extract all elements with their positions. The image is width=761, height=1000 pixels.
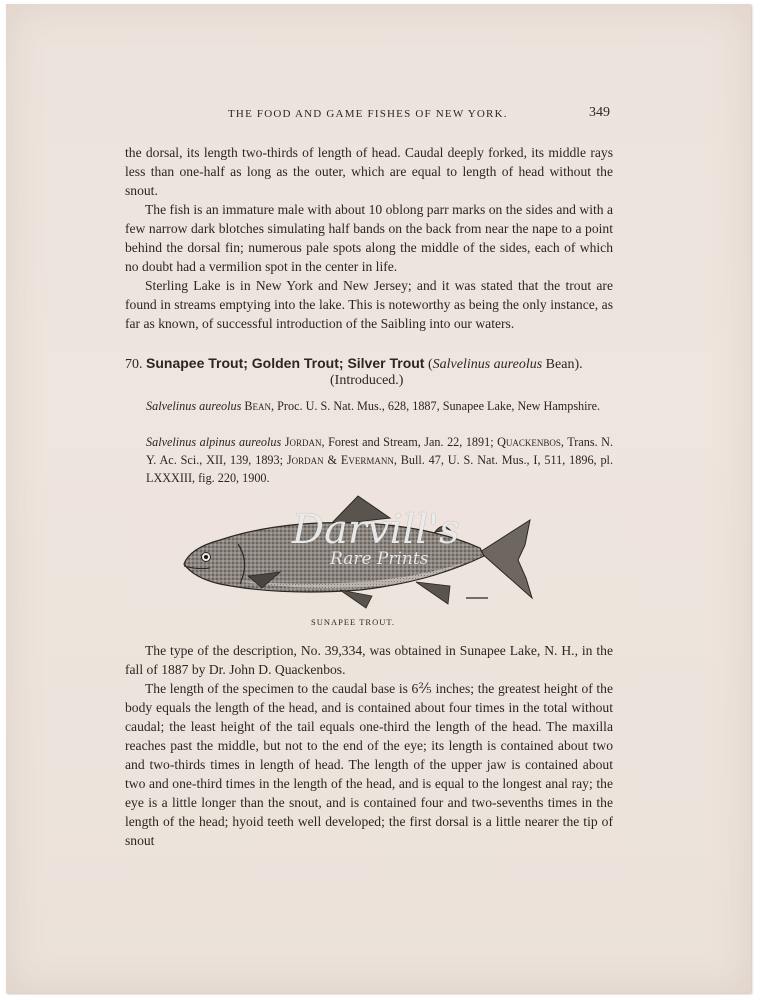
synonym-name: Salvelinus alpinus aureolus <box>146 435 282 449</box>
synonym-citation: , Proc. U. S. Nat. Mus., 628, 1887, Sunapee Lake, New Hampshire. <box>271 399 601 413</box>
species-heading <box>125 354 613 374</box>
synonym-citation: , Forest and Stream, Jan. 22, 1891; <box>321 435 498 449</box>
watermark-title: Darvill's <box>292 507 460 553</box>
paragraph: The length of the specimen to the caudal base is 6⅖ inches; the greatest height of the body equals the length of the head, and is contained about four times in the total without caudal; the least height of the tail equals one-third the length of the head. The maxilla reaches past the middle, but not to the end of the eye; its length is contained about two and two-thirds times in length of head. The length of the upper jaw is contained about two and one-third times in the length of the head, and is equal to the longest anal ray; the eye is a little longer than the snout, and is contained four and two-sevenths times in the length of the head; hyoid teeth well developed; the first dorsal is a little nearer the tip of snout <box>125 681 613 848</box>
synonym-author: Bean <box>244 399 272 413</box>
paragraph: The fish is an immature male with about 10 oblong parr marks on the sides and with a few narrow dark blotches simulating half bands on the back from near the nape to a point behind the dorsal fin; numerous pale spots along the middle of the sides, each of which no doubt had a vermilion spot in the center in life. <box>125 202 613 274</box>
synonym-author: Jordan & Evermann <box>286 453 394 467</box>
paragraph: Sterling Lake is in New York and New Jersey; and it was stated that the trout are found in streams emptying into the lake. This is noteworthy as being the only instance, as far as known, of successful introduction of the Saibling into our waters. <box>125 278 613 331</box>
open-paren: ( <box>427 357 433 372</box>
species-scientific-name: Salvelinus aureolus <box>432 357 543 372</box>
description-text <box>125 641 613 850</box>
anal-fin <box>416 582 450 604</box>
page-number: 349 <box>589 105 610 120</box>
synonymy-entry <box>146 397 613 415</box>
synonym-name: Salvelinus aureolus <box>146 399 242 413</box>
intro-text <box>125 143 613 333</box>
synonymy-entry <box>146 433 613 487</box>
figure-caption: SUNAPEE TROUT. <box>311 617 396 627</box>
running-head: THE FOOD AND GAME FISHES OF NEW YORK. <box>228 108 508 120</box>
caudal-fin <box>480 520 532 598</box>
paragraph: the dorsal, its length two-thirds of length of head. Caudal deeply forked, its middle rays less than one-half as long as the outer, which are equal to length of head without the snout. <box>125 145 613 198</box>
synonym-author: Jordan <box>284 435 322 449</box>
species-author: Bean). <box>542 357 583 372</box>
pelvic-fin <box>340 590 372 608</box>
watermark-subtitle: Rare Prints <box>330 549 429 569</box>
species-status: (Introduced.) <box>330 373 404 388</box>
synonym-citation: , Bull. 47, U. S. Nat. Mus., I, 511, 1896, pl. LXXXIII, fig. 220, 1900. <box>146 453 613 485</box>
species-number: 70. <box>125 357 143 372</box>
species-common-names: Sunapee Trout; Golden Trout; Silver Trout <box>146 355 425 371</box>
watermark <box>292 507 460 569</box>
synonym-citation: , Trans. N. Y. Ac. Sci., XII, 139, 1893; <box>146 435 613 467</box>
paragraph: The type of the description, No. 39,334, was obtained in Sunapee Lake, N. H., in the fall of 1887 by Dr. John D. Quackenbos. <box>125 643 613 677</box>
synonym-author: Quackenbos <box>497 435 561 449</box>
